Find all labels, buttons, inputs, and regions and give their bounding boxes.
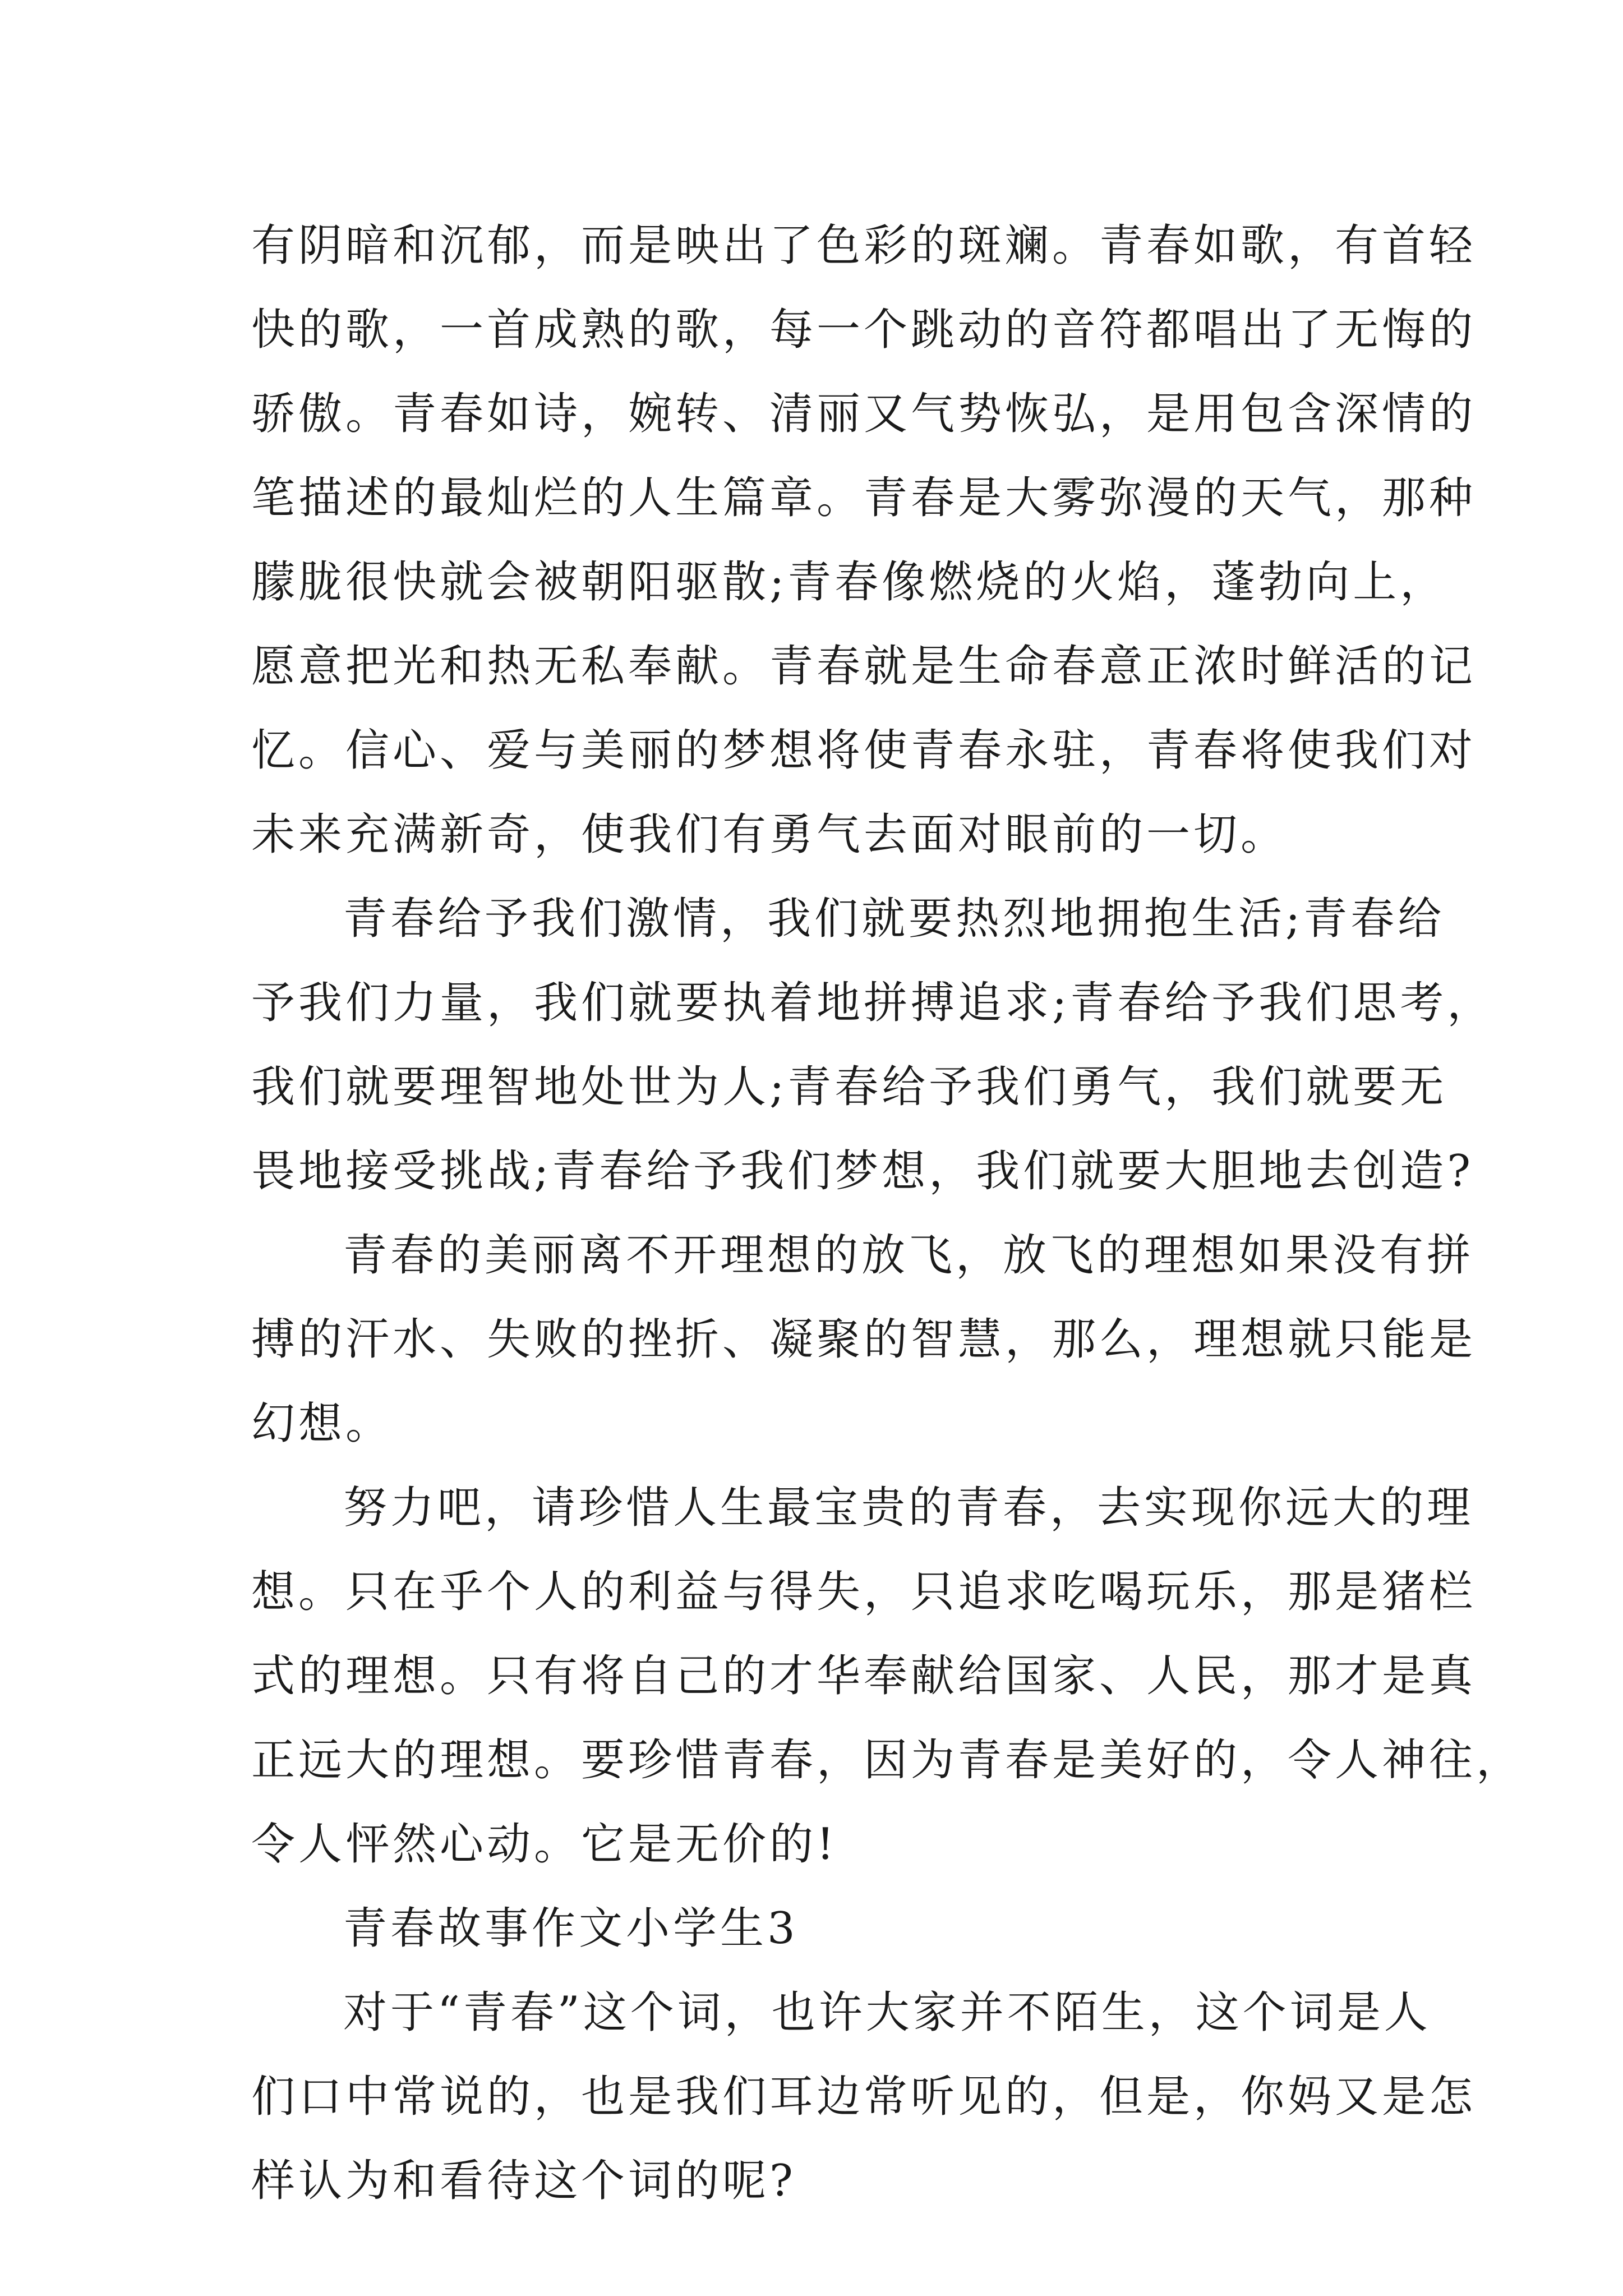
text-line: 骄傲。青春如诗，婉转、清丽又气势恢弘，是用包含深情的 [251,389,1477,439]
paragraph-start-line: 青春的美丽离不开理想的放飞，放飞的理想如果没有拼 [343,1230,1474,1281]
text-line: 忆。信心、爱与美丽的梦想将使青春永驻，青春将使我们对 [251,725,1477,776]
text-line: 幻想。 [251,1398,393,1449]
text-line: 式的理想。只有将自己的才华奉献给国家、人民，那才是真 [251,1651,1477,1701]
text-line: 样认为和看待这个词的呢? [251,2156,796,2206]
text-line: 快的歌，一首成熟的歌，每一个跳动的音符都唱出了无悔的 [251,305,1477,355]
paragraph-start-line: 青春给予我们激情，我们就要热烈地拥抱生活;青春给 [343,894,1445,944]
text-line: 想。只在乎个人的利益与得失，只追求吃喝玩乐，那是猪栏 [251,1567,1477,1617]
text-line: 令人怦然心动。它是无价的! [251,1819,838,1870]
text-line: 正远大的理想。要珍惜青春，因为青春是美好的，令人神往， [251,1735,1524,1786]
text-line: 们口中常说的，也是我们耳边常听见的，但是，你妈又是怎 [251,2072,1477,2122]
text-line: 我们就要理智地处世为人;青春给予我们勇气，我们就要无 [251,1062,1447,1112]
section-heading: 青春故事作文小学生3 [343,1903,799,1954]
text-line: 朦胧很快就会被朝阳驱散;青春像燃烧的火焰，蓬勃向上， [251,557,1447,608]
text-line: 搏的汗水、失败的挫折、凝聚的智慧，那么，理想就只能是 [251,1314,1477,1365]
text-line: 未来充满新奇，使我们有勇气去面对眼前的一切。 [251,809,1288,860]
text-line: 愿意把光和热无私奉献。青春就是生命春意正浓时鲜活的记 [251,641,1477,692]
text-line: 有阴暗和沉郁，而是映出了色彩的斑斓。青春如歌，有首轻 [251,220,1477,271]
paragraph-start-line: 对于“青春”这个词，也许大家并不陌生，这个词是人 [343,1987,1431,2038]
paragraph-start-line: 努力吧，请珍惜人生最宝贵的青春，去实现你远大的理 [343,1483,1474,1533]
text-line: 笔描述的最灿烂的人生篇章。青春是大雾弥漫的天气，那种 [251,473,1477,523]
text-line: 予我们力量，我们就要执着地拼搏追求;青春给予我们思考， [251,978,1495,1028]
text-line: 畏地接受挑战;青春给予我们梦想，我们就要大胆地去创造? [251,1146,1474,1197]
